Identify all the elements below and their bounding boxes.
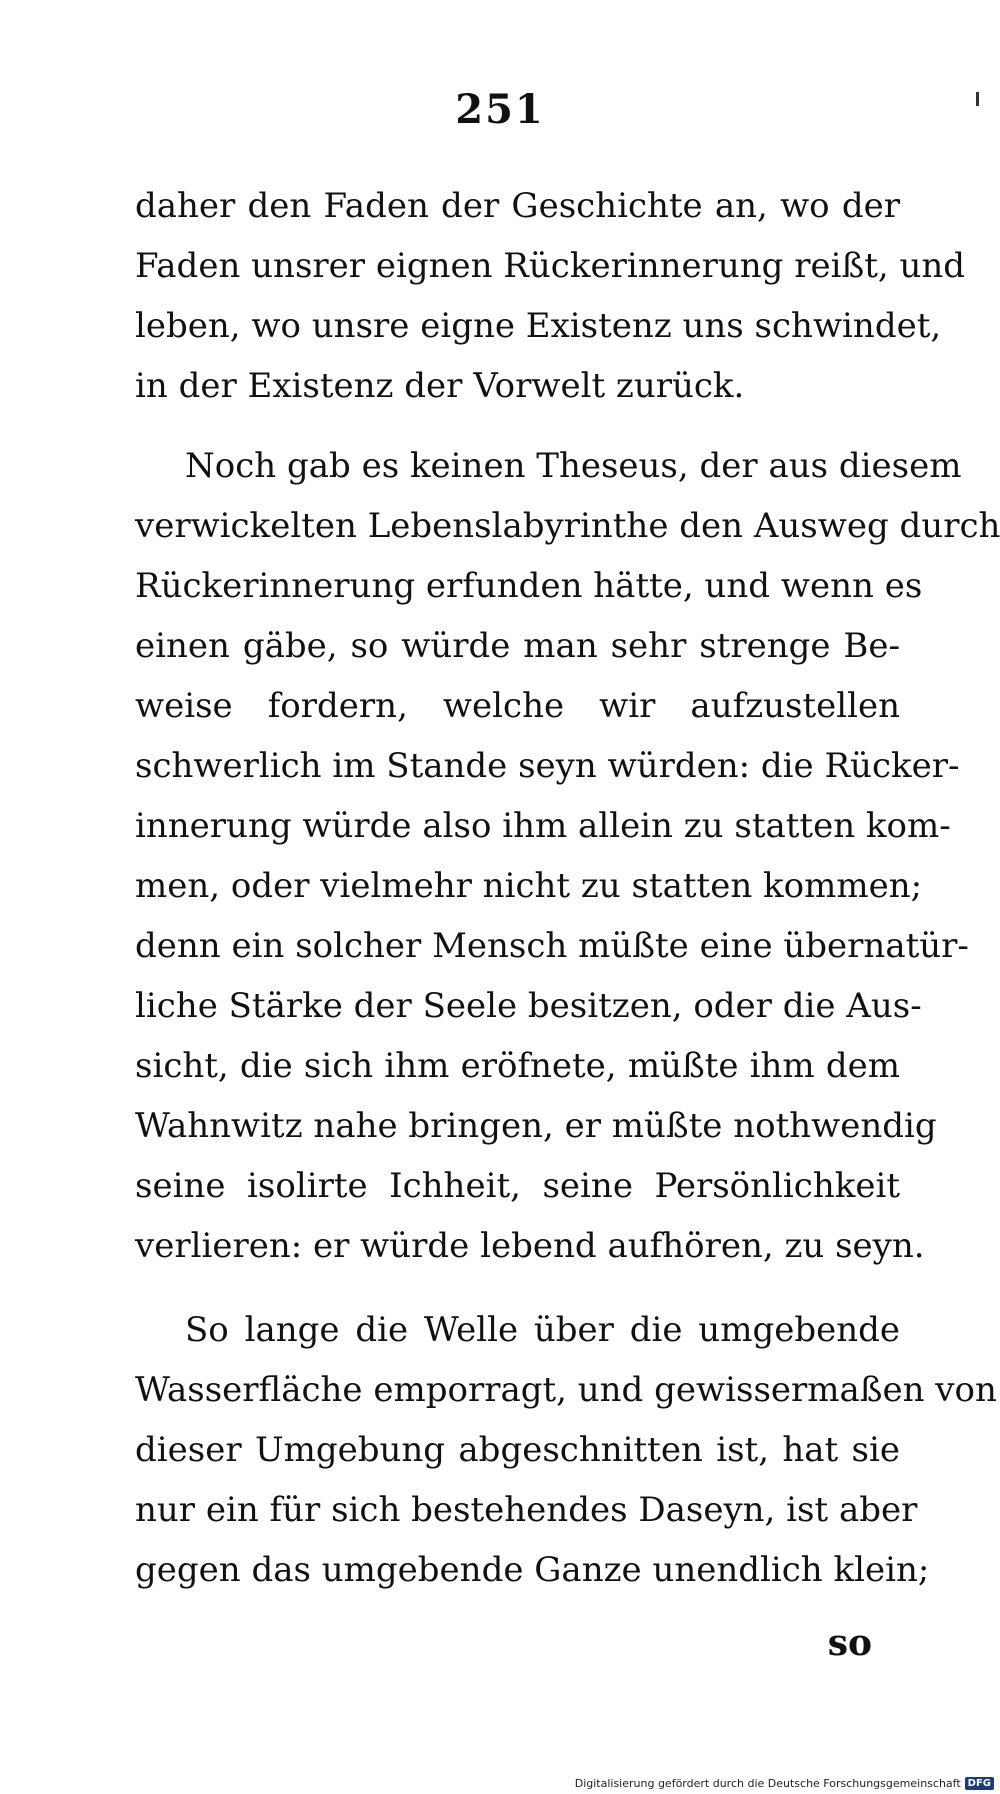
text-line: Faden unsrer eignen Rückerinnerung reißt, und [135,246,966,286]
text-line: verlieren: er würde lebend aufhören, zu seyn. [135,1226,925,1266]
text-line: dieser Umgebung abgeschnitten ist, hat sie [135,1430,900,1470]
dfg-logo: DFG [965,1777,994,1790]
catchword: so [827,1622,872,1664]
text-line: Wasserfläche emporragt, und gewissermaßen von [135,1370,997,1410]
text-line: Noch gab es keinen Theseus, der aus diesem [185,446,962,486]
text-line: men, oder vielmehr nicht zu statten kommen; [135,866,923,906]
text-line: innerung würde also ihm allein zu statten kom- [135,806,951,846]
text-line: Rückerinnerung erfunden hätte, und wenn es [135,566,923,606]
text-line: in der Existenz der Vorwelt zurück. [135,366,745,406]
text-line: verwickelten Lebenslabyrinthe den Ausweg durch [135,506,1000,546]
stray-ink-mark [976,92,979,106]
text-line: liche Stärke der Seele besitzen, oder die Aus- [135,986,922,1026]
text-line: gegen das umgebende Ganze unendlich klein; [135,1550,930,1590]
paragraph-3 [135,1300,997,1600]
credit-text: Digitalisierung gefördert durch die Deutsche Forschungsgemeinschaft [574,1777,961,1790]
paragraph-2 [135,436,1000,1276]
digitization-credit [575,1777,994,1790]
page-number: 251 [455,86,545,133]
text-line: seine isolirte Ichheit, seine Persönlichkeit [135,1166,900,1206]
text-line: einen gäbe, so würde man sehr strenge Be- [135,626,900,666]
text-line: leben, wo unsre eigne Existenz uns schwindet, [135,306,942,346]
text-line: sicht, die sich ihm eröfnete, müßte ihm dem [135,1046,900,1086]
text-line: schwerlich im Stande seyn würden: die Rücker- [135,746,960,786]
text-line: weise fordern, welche wir aufzustellen [135,686,900,726]
paragraph-1 [135,176,966,416]
text-line: daher den Faden der Geschichte an, wo der [135,186,900,226]
text-line: So lange die Welle über die umgebende [185,1310,900,1350]
text-line: nur ein für sich bestehendes Daseyn, ist aber [135,1490,918,1530]
text-line: Wahnwitz nahe bringen, er müßte nothwendig [135,1106,937,1146]
text-line: denn ein solcher Mensch müßte eine übernatür- [135,926,969,966]
